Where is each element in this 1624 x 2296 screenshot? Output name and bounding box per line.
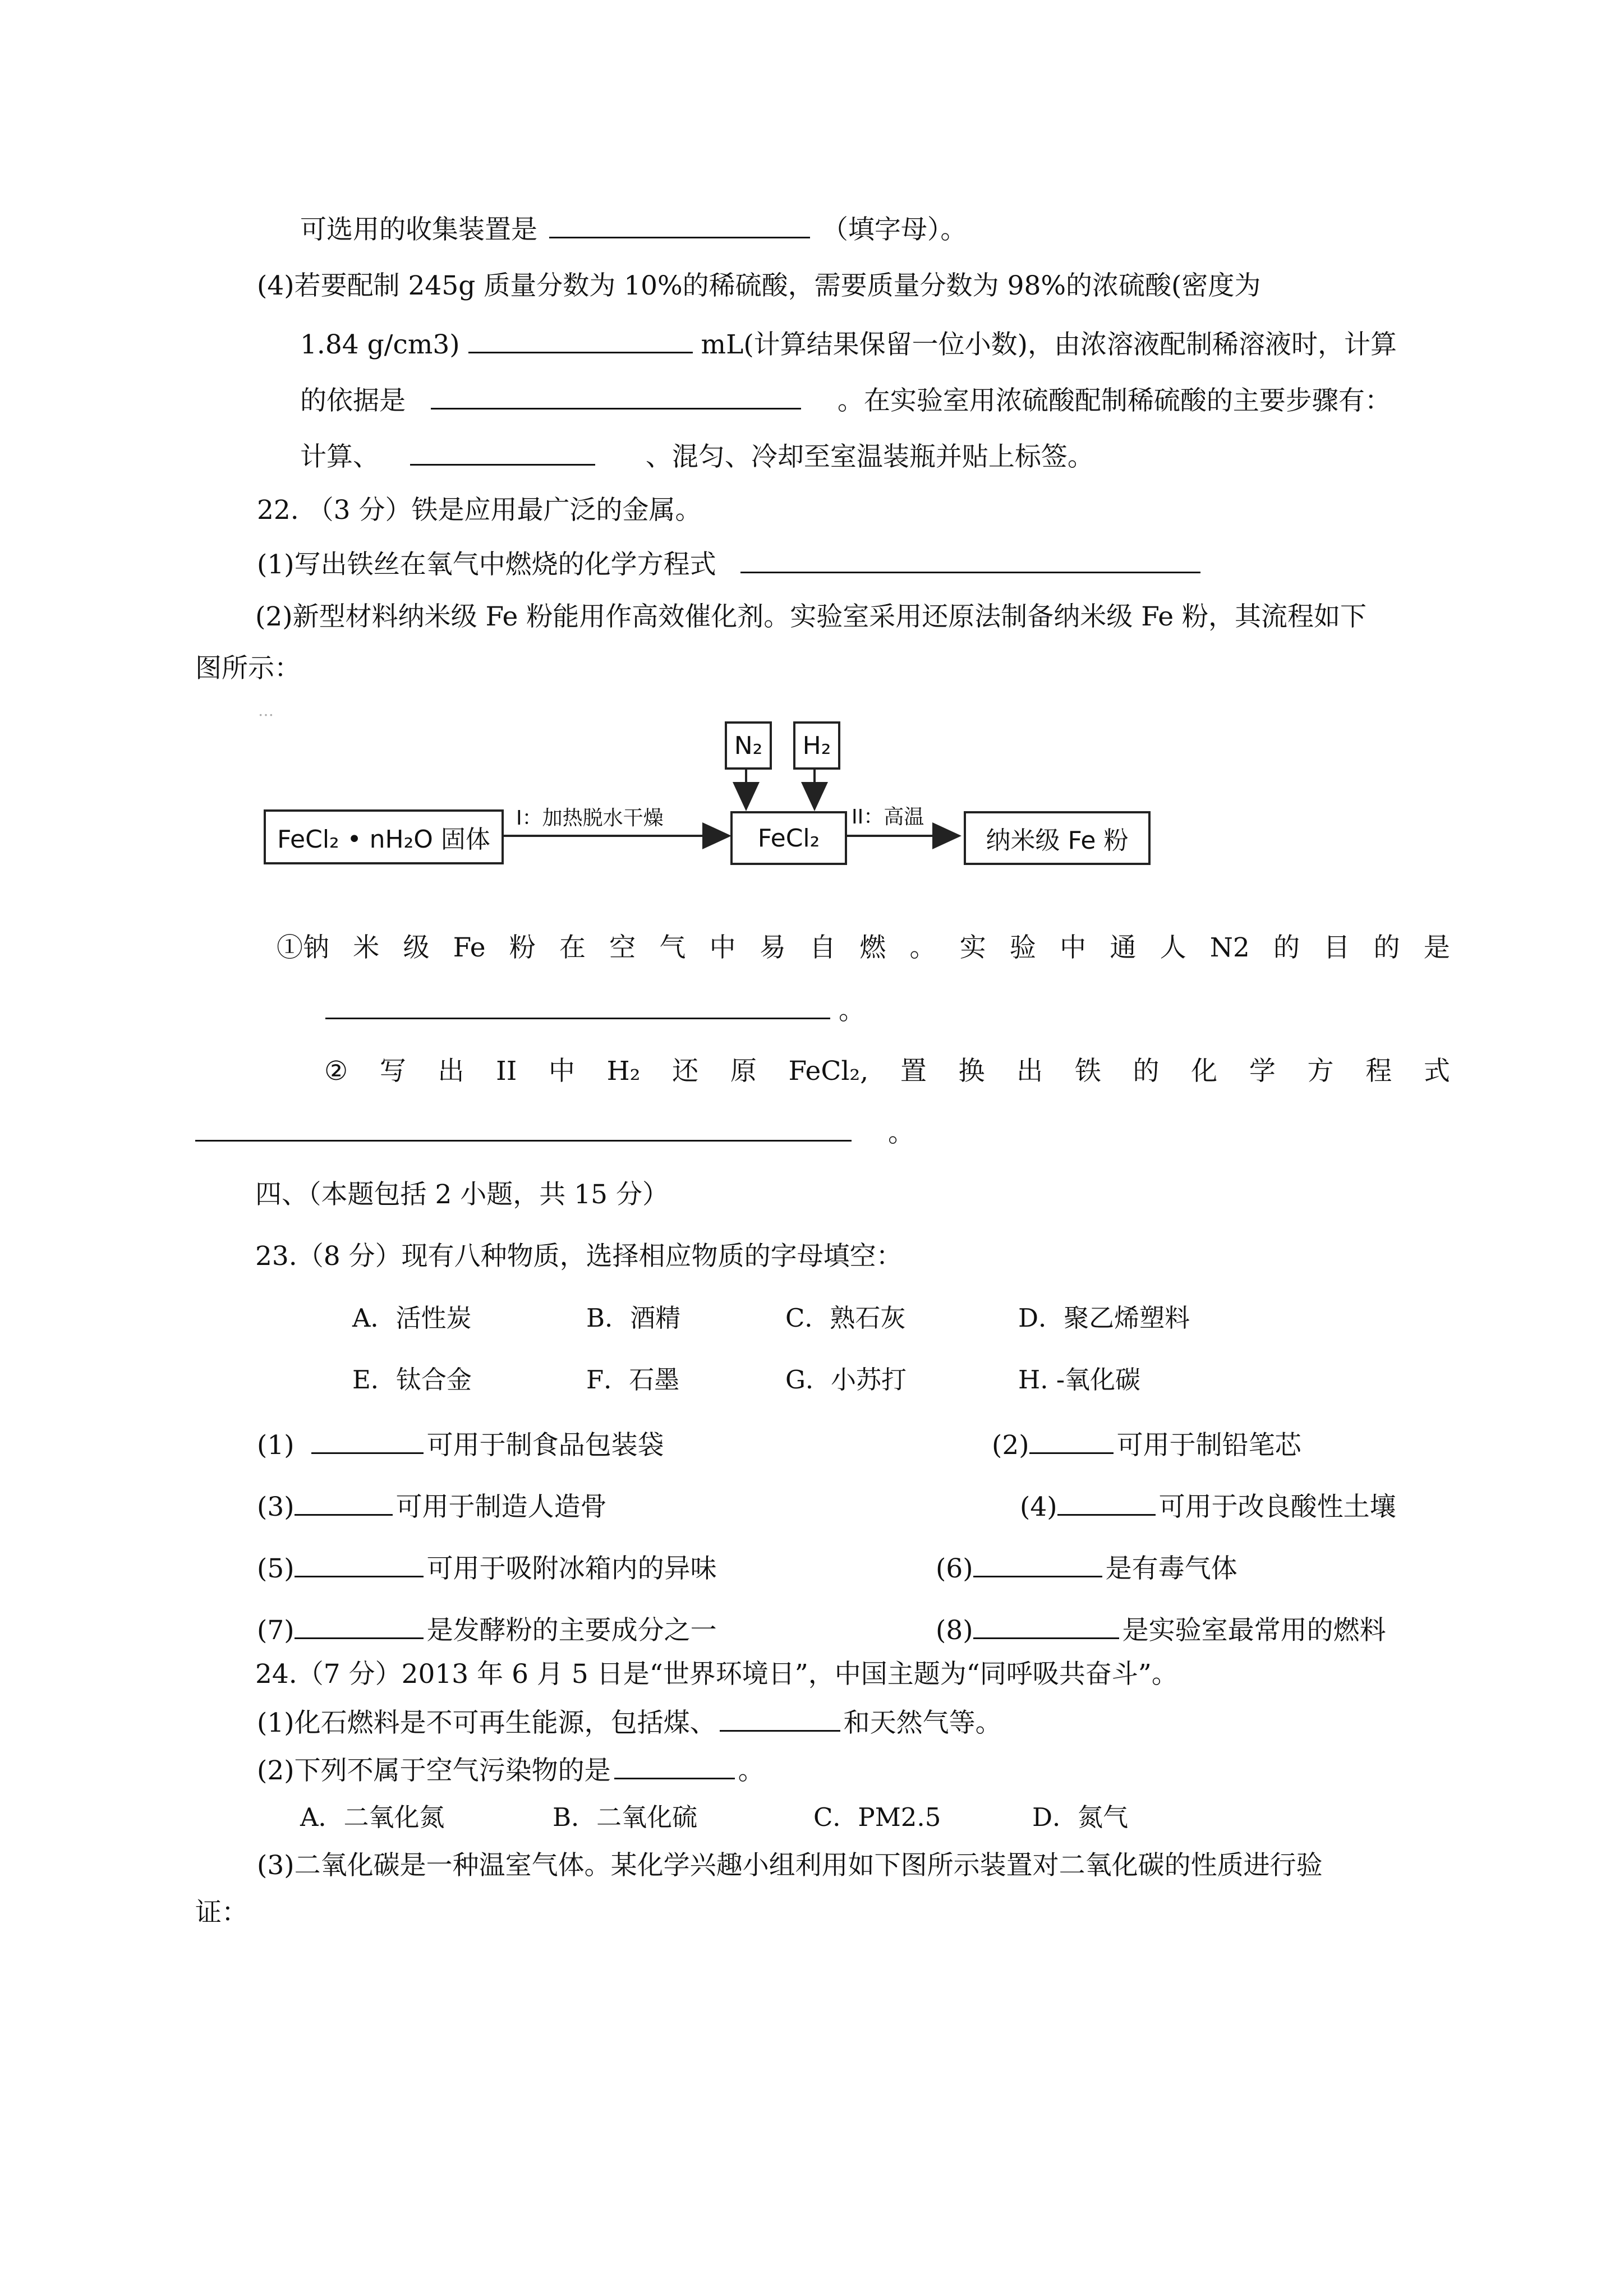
item-num: (2): [992, 1430, 1029, 1461]
q23-item-6: [936, 1551, 1237, 1586]
item-blank[interactable]: [973, 1613, 1119, 1639]
q24-option-a: A．二氧化氮: [300, 1802, 445, 1832]
item-num: (6): [936, 1553, 973, 1584]
basis-prefix: 的依据是: [300, 385, 406, 416]
item-num: (3): [257, 1492, 295, 1522]
sub1-char: 气: [659, 932, 686, 963]
item-text: 是实验室最常用的燃料: [1122, 1615, 1386, 1646]
q22-sub2-answer: [195, 1115, 914, 1150]
sub2-char: 方: [1307, 1056, 1334, 1087]
q24-option-b: B．二氧化硫: [553, 1802, 698, 1832]
q23-item-2: [992, 1428, 1301, 1462]
sub1-end: 。: [838, 995, 865, 1026]
item-text: 可用于制铅笔芯: [1116, 1430, 1301, 1461]
item-blank[interactable]: [973, 1551, 1102, 1577]
steps-prefix: 计算、: [300, 441, 379, 472]
sub2-char: 程: [1365, 1056, 1392, 1087]
q24-part1: [257, 1705, 1002, 1740]
sub1-char: ①钠: [277, 932, 329, 963]
sub1-char: 粉: [509, 932, 536, 963]
q22-part2-line1: (2)新型材料纳米级 Fe 粉能用作高效催化剂。实验室采用还原法制备纳米级 Fe 粉，其流程如下: [255, 601, 1367, 632]
scan-smudge: …: [258, 701, 274, 720]
q23-option-g: G．小苏打: [785, 1365, 907, 1395]
sub1-char: 目: [1323, 932, 1350, 963]
sub1-char: 人: [1160, 932, 1186, 963]
basis-suffix: 。在实验室用浓硫酸配制稀硫酸的主要步骤有：: [837, 385, 1391, 416]
part4-line1: (4)若要配制 245g 质量分数为 10%的稀硫酸，需要质量分数为 98%的浓硫酸(密度为: [257, 270, 1261, 301]
item-text: 可用于制造人造骨: [395, 1492, 607, 1522]
sub1-char: 米: [353, 932, 380, 963]
sub2-char: 式: [1423, 1056, 1450, 1087]
fossil-fuel-blank[interactable]: [720, 1705, 840, 1732]
q22-sub1: [277, 931, 1450, 965]
sub1-char: 是: [1423, 932, 1450, 963]
section4-heading: 四、（本题包括 2 小题，共 15 分）: [255, 1179, 669, 1210]
item-text: 可用于改良酸性土壤: [1158, 1492, 1396, 1522]
sub2-char: 原: [730, 1056, 757, 1087]
item-blank[interactable]: [1029, 1428, 1114, 1454]
density-text: 1.84 g/cm3): [300, 329, 460, 360]
steps-suffix: 、混匀、冷却至室温装瓶并贴上标签。: [645, 441, 1094, 472]
sub1-char: 燃: [859, 932, 886, 963]
sub1-char: 级: [403, 932, 430, 963]
item-text: 可用于制食品包装袋: [426, 1430, 664, 1461]
q24-title: 24.（7 分）2013 年 6 月 5 日是“世界环境日”，中国主题为“同呼吸共奋斗”。: [255, 1659, 1178, 1690]
box-n2: N₂: [725, 721, 772, 770]
q22-part1-text: (1)写出铁丝在氧气中燃烧的化学方程式: [257, 549, 716, 580]
ml-suffix: mL(计算结果保留一位小数)，由浓溶液配制稀溶液时，计算: [701, 329, 1397, 360]
sub2-char: ②: [324, 1056, 348, 1087]
sub2-char: 中: [548, 1056, 575, 1087]
purpose-blank[interactable]: [325, 993, 830, 1019]
sub2-char: FeCl₂,: [788, 1056, 869, 1087]
sub2-end: 。: [887, 1117, 914, 1148]
q23-item-4: [1020, 1489, 1396, 1524]
item-blank[interactable]: [1057, 1489, 1156, 1516]
sub2-char: 出: [438, 1056, 464, 1087]
q23-option-d: D．聚乙烯塑料: [1018, 1303, 1190, 1333]
sub1-char: 空: [609, 932, 636, 963]
q23-option-e: E．钛合金: [352, 1365, 472, 1395]
label-step2: II：高温: [852, 806, 924, 829]
q24-part3-line2: 证：: [195, 1897, 248, 1928]
q23-title: 23.（8 分）现有八种物质，选择相应物质的字母填空：: [255, 1241, 903, 1272]
sub2-char: 写: [379, 1056, 406, 1087]
q24-part1-suffix: 和天然气等。: [843, 1708, 1002, 1738]
item-blank[interactable]: [295, 1551, 424, 1577]
item-num: (5): [257, 1553, 295, 1584]
q24-part1-prefix: (1)化石燃料是不可再生能源，包括煤、: [257, 1708, 716, 1738]
sub1-char: 易: [759, 932, 786, 963]
sub1-char: 。: [909, 932, 936, 963]
sub1-char: 通: [1110, 932, 1137, 963]
q23-option-a: A．活性炭: [352, 1303, 472, 1333]
collect-prefix: 可选用的收集装置是: [300, 214, 537, 245]
sub2-char: 还: [672, 1056, 699, 1087]
item-num: (7): [257, 1615, 295, 1646]
q23-item-1: [257, 1428, 664, 1462]
item-num: (8): [936, 1615, 973, 1646]
q23-item-8: [936, 1613, 1386, 1648]
sub1-char: 实: [959, 932, 986, 963]
sub1-char: 的: [1373, 932, 1400, 963]
sub1-char: 的: [1273, 932, 1300, 963]
sub2-char: H₂: [606, 1056, 641, 1087]
item-blank[interactable]: [295, 1613, 424, 1639]
box-nano-fe: 纳米级 Fe 粉: [964, 811, 1151, 865]
q23-item-7: [257, 1613, 717, 1648]
q24-option-c: C．PM2.5: [813, 1802, 941, 1832]
q22-sub2: [324, 1055, 1450, 1088]
sub2-char: 学: [1249, 1056, 1276, 1087]
q24-part2-prefix: (2)下列不属于空气污染物的是: [257, 1755, 611, 1786]
q22-title: 22. （3 分）铁是应用最广泛的金属。: [257, 495, 702, 526]
sub2-char: 出: [1016, 1056, 1043, 1087]
sub2-char: 铁: [1074, 1056, 1101, 1087]
sub1-char: N2: [1209, 932, 1250, 963]
q23-option-f: F．石墨: [586, 1365, 680, 1395]
item-num: (1): [257, 1430, 295, 1461]
box-fecl2-hydrate: FeCl₂ • nH₂O 固体: [264, 809, 504, 864]
pollutant-blank[interactable]: [614, 1753, 735, 1779]
q23-option-b: B．酒精: [586, 1303, 681, 1333]
q24-part2: [257, 1753, 765, 1788]
sub2-char: 化: [1191, 1056, 1218, 1087]
sub2-char: II: [496, 1056, 517, 1087]
q22-sub1-answer: [325, 993, 865, 1028]
q23-option-c: C．熟石灰: [785, 1303, 906, 1333]
q24-option-d: D．氮气: [1032, 1802, 1129, 1832]
collect-suffix: （填字母）。: [821, 214, 967, 245]
q24-part2-suffix: 。: [738, 1755, 765, 1786]
item-num: (4): [1020, 1492, 1057, 1522]
item-text: 是发酵粉的主要成分之一: [426, 1615, 717, 1646]
sub2-char: 置: [900, 1056, 927, 1087]
sub1-char: 在: [559, 932, 586, 963]
sub1-char: 自: [809, 932, 836, 963]
item-text: 是有毒气体: [1105, 1553, 1237, 1584]
q22-part2-line2: 图所示：: [195, 653, 301, 684]
label-step1: I：加热脱水干燥: [516, 807, 664, 830]
q23-item-3: [257, 1489, 607, 1524]
sub2-char: 换: [958, 1056, 985, 1087]
item-text: 可用于吸附冰箱内的异味: [426, 1553, 717, 1584]
sub1-char: 验: [1009, 932, 1036, 963]
item-blank[interactable]: [311, 1428, 424, 1454]
reduction-equation-blank[interactable]: [195, 1115, 852, 1142]
item-blank[interactable]: [295, 1489, 393, 1516]
sub1-char: 中: [709, 932, 736, 963]
q23-option-h: H. -氧化碳: [1018, 1365, 1141, 1395]
q24-part3-line1: (3)二氧化碳是一种温室气体。某化学兴趣小组利用如下图所示装置对二氧化碳的性质进行验: [257, 1850, 1323, 1881]
box-h2: H₂: [793, 721, 840, 770]
box-fecl2: FeCl₂: [730, 811, 847, 865]
q23-item-5: [257, 1551, 717, 1586]
sub2-char: 的: [1133, 1056, 1160, 1087]
sub1-char: Fe: [453, 932, 486, 963]
sub1-char: 中: [1060, 932, 1087, 963]
